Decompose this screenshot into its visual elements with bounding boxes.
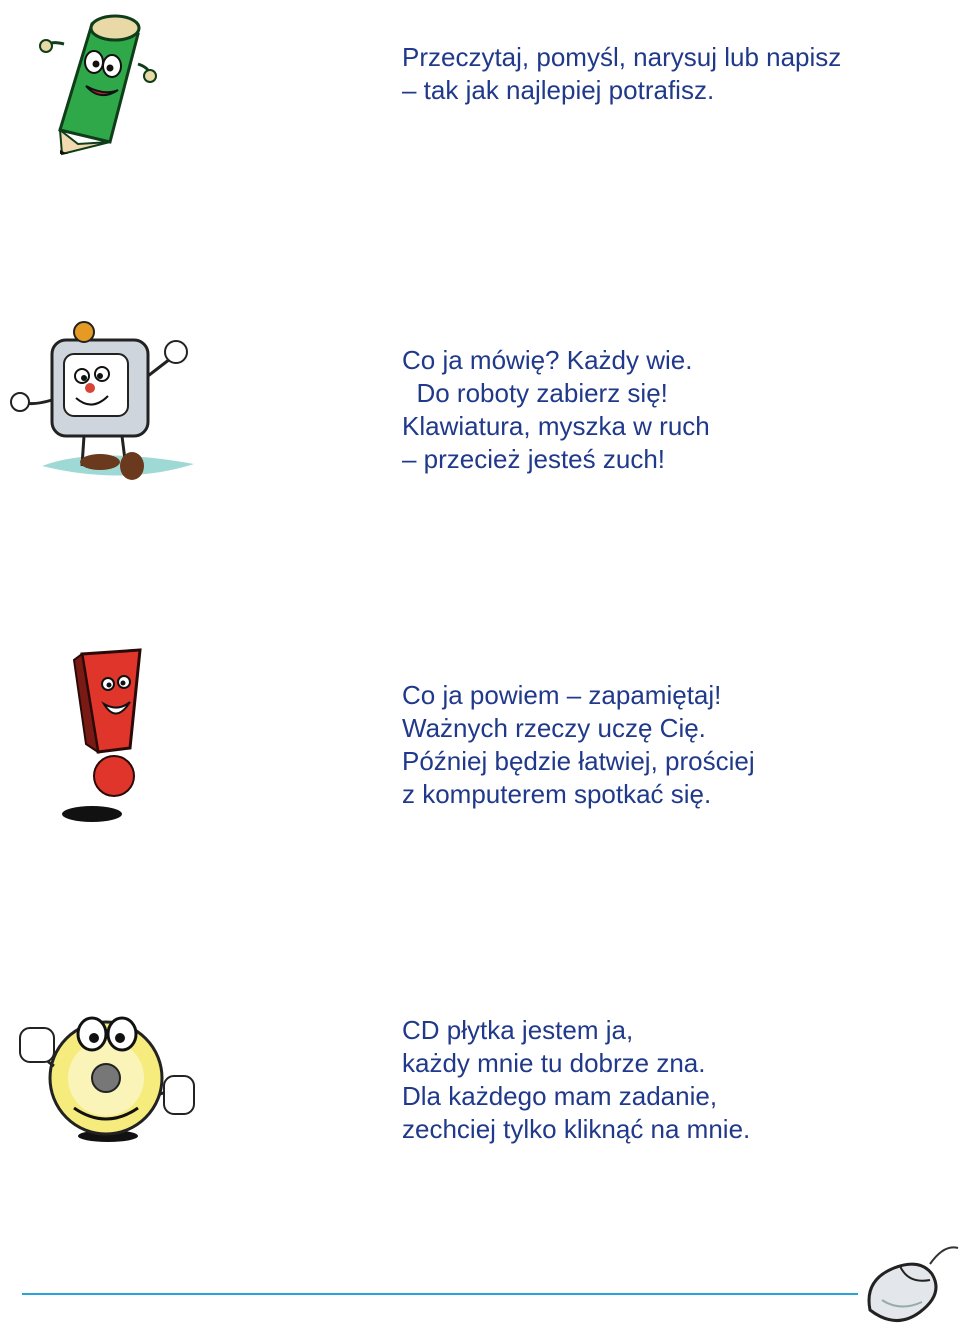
poem-line: Ważnych rzeczy uczę Cię. <box>402 713 706 743</box>
poem-line: Przeczytaj, pomyśl, narysuj lub napisz <box>402 42 842 72</box>
poem-line: – tak jak najlepiej potrafisz. <box>402 75 715 105</box>
poem-line: każdy mnie tu dobrze zna. <box>402 1048 706 1078</box>
poem-line: Co ja mówię? Każdy wie. <box>402 345 693 375</box>
poem-line: – przecież jesteś zuch! <box>402 444 666 474</box>
poem-block-2 <box>402 344 710 476</box>
poem-line: Co ja powiem – zapamiętaj! <box>402 680 722 710</box>
poem-line: Dla każdego mam zadanie, <box>402 1081 718 1111</box>
poem-line: Do roboty zabierz się! <box>402 378 668 408</box>
poem-line: Później będzie łatwiej, prościej <box>402 746 755 776</box>
poem-line: Klawiatura, myszka w ruch <box>402 411 710 441</box>
exclamation-mascot-icon <box>56 644 152 826</box>
pencil-mascot-icon <box>38 4 158 156</box>
computer-mouse-icon <box>860 1240 960 1330</box>
cd-mascot-icon <box>14 998 196 1148</box>
computer-mascot-icon <box>4 316 200 494</box>
footer-rule <box>22 1293 858 1295</box>
poem-line: z komputerem spotkać się. <box>402 779 712 809</box>
poem-line: zechciej tylko kliknąć na mnie. <box>402 1114 751 1144</box>
poem-block-3 <box>402 679 755 811</box>
poem-block-1 <box>402 41 841 107</box>
poem-line: CD płytka jestem ja, <box>402 1015 634 1045</box>
poem-block-4 <box>402 1014 750 1146</box>
